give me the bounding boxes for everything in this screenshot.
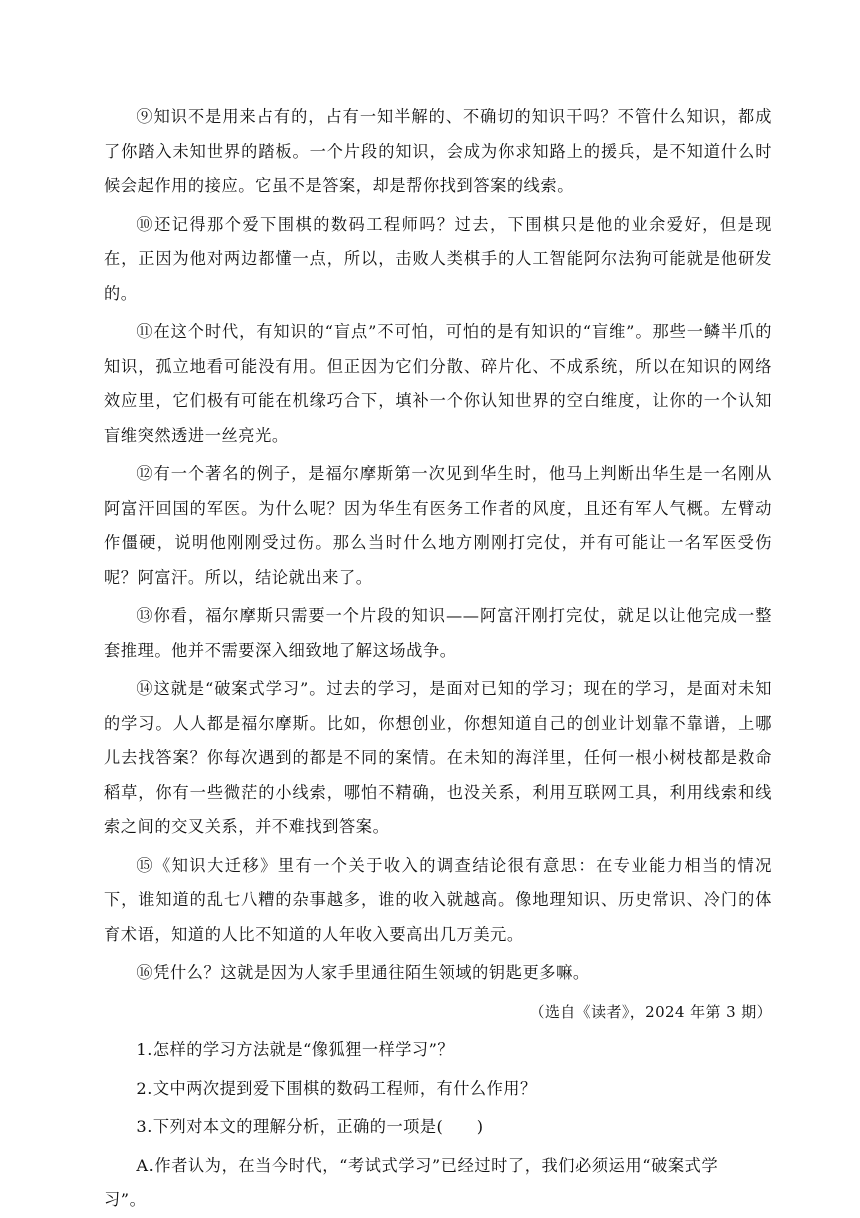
paragraph-9: ⑨知识不是用来占有的，占有一知半解的、不确切的知识干吗？不管什么知识，都成了你踏入未知世界的踏板。一个片段的知识，会成为你求知路上的援兵，是不知道什么时候会起作用的接应。它虽不是答案，却是帮你找到答案的线索。 [104,107,772,195]
paragraph-11: ⑪在这个时代，有知识的“盲点”不可怕，可怕的是有知识的“盲维”。那些一鳞半爪的知识，孤立地看可能没有用。但正因为它们分散、碎片化、不成系统，所以在知识的网络效应里，它们极有可能在机缘巧合下，填补一个你认知世界的空白维度，让你的一个认知盲维突然透进一丝亮光。 [104,322,772,445]
option-a: A.作者认为，在当今时代，“考试式学习”已经过时了，我们必须运用“破案式学习”。 [104,1155,719,1209]
paragraph-10: ⑩还记得那个爱下围棋的数码工程师吗？过去，下围棋只是他的业余爱好，但是现在，正因为他对两边都懂一点，所以，击败人类棋手的人工智能阿尔法狗可能就是他研发的。 [104,214,772,303]
paragraph-16: ⑯凭什么？这就是因为人家手里通往陌生领域的钥匙更多嘛。 [136,963,590,982]
question-1: 1.怎样的学习方法就是“像狐狸一样学习”？ [136,1040,455,1059]
document-page [104,100,772,1218]
paragraph-15: ⑮《知识大迁移》里有一个关于收入的调查结论很有意思：在专业能力相当的情况下，谁知道的乱七八糟的杂事越多，谁的收入就越高。像地理知识、历史常识、冷门的体育术语，知道的人比不知道的人年收入要高出几万美元。 [104,855,772,944]
question-3: 3.下列对本文的理解分析，正确的一项是( ) [136,1117,484,1136]
paragraph-14: ⑭这就是“破案式学习”。过去的学习，是面对已知的学习；现在的学习，是面对未知的学习。人人都是福尔摩斯。比如，你想创业，你想知道自己的创业计划靠不靠谱，上哪儿去找答案？你每次遇到的都是不同的案情。在未知的海洋里，任何一根小树枝都是救命稻草，你有一些微茫的小线索，哪怕不精确，也没关系，利用互联网工具，利用线索和线索之间的交叉关系，并不难找到答案。 [104,679,772,836]
question-2: 2.文中两次提到爱下围棋的数码工程师，有什么作用？ [136,1078,537,1098]
paragraph-12: ⑫有一个著名的例子，是福尔摩斯第一次见到华生时，他马上判断出华生是一名刚从阿富汗回国的军医。为什么呢？因为华生有医务工作者的风度，且还有军人气概。左臂动作僵硬，说明他刚刚受过伤。那么当时什么地方刚刚打完仗，并有可能让一名军医受伤呢？阿富汗。所以，结论就出来了。 [104,464,772,587]
source-citation: （选自《读者》，2024 年第 3 期） [529,1002,772,1021]
paragraph-13: ⑬你看，福尔摩斯只需要一个片段的知识——阿富汗刚打完仗，就足以让他完成一整套推理。他并不需要深入细致地了解这场战争。 [104,606,772,660]
